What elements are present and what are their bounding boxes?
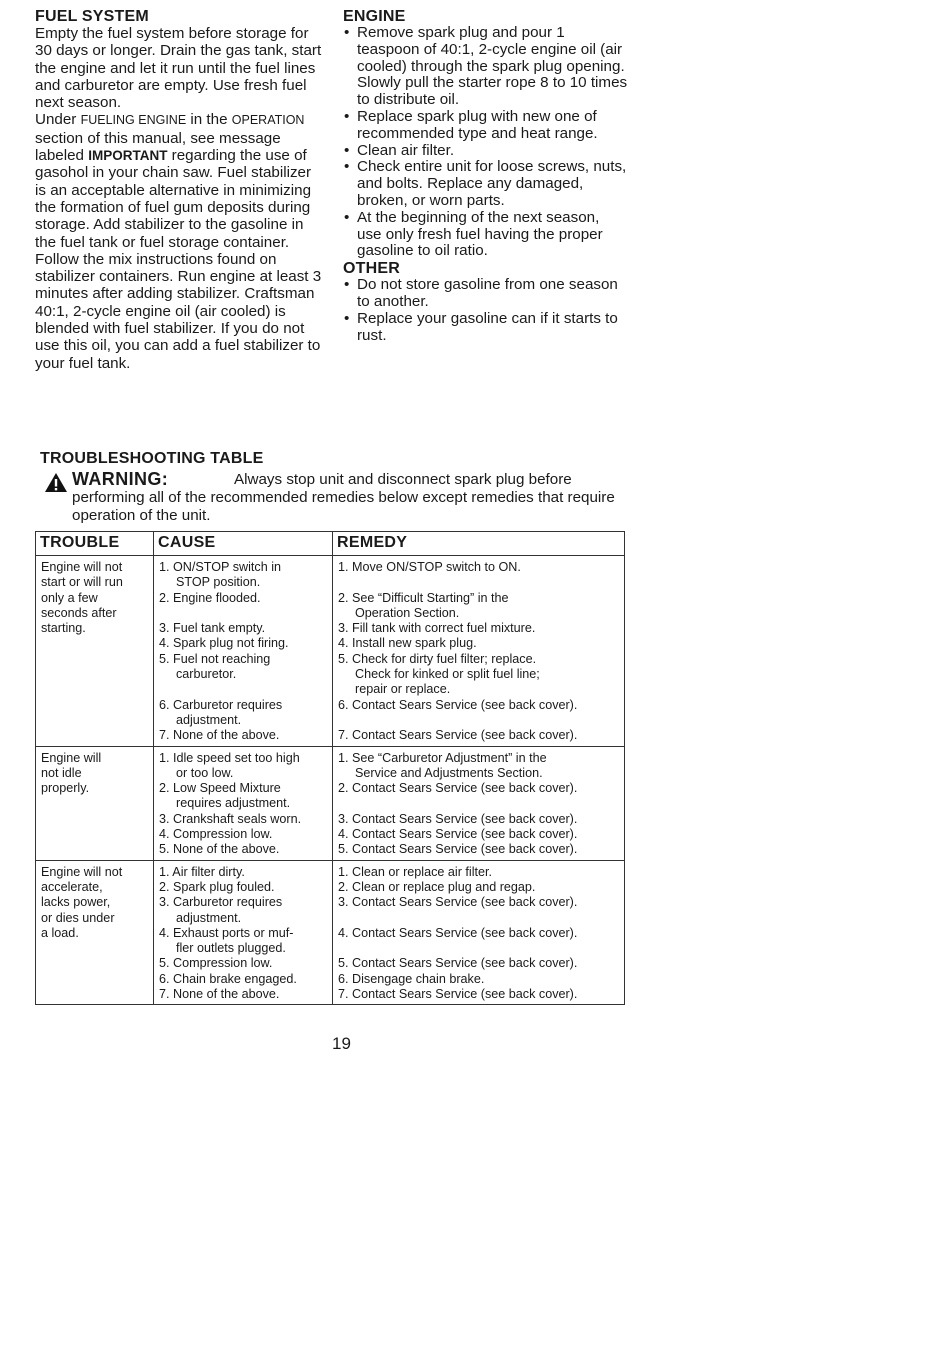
trouble-line: not idle xyxy=(41,765,82,780)
header-cause: CAUSE xyxy=(154,532,333,556)
trouble-line: starting. xyxy=(41,621,86,636)
cause-line: 3. Carburetor requires xyxy=(159,895,283,910)
cause-line: adjustment. xyxy=(176,910,242,925)
cause-line: 5. Fuel not reaching xyxy=(159,651,271,666)
para2-text-a: Under xyxy=(35,111,81,129)
remedy-line: 5. Contact Sears Service (see back cover). xyxy=(338,956,578,971)
engine-list xyxy=(343,25,628,260)
list-item-text: Replace spark plug with new one of recommended type and heat range. xyxy=(357,107,598,142)
table-row xyxy=(36,746,625,860)
cause-line: fler outlets plugged. xyxy=(176,941,286,956)
cause-line: 6. Chain brake engaged. xyxy=(159,971,297,986)
cause-line: 6. Carburetor requires xyxy=(159,697,283,712)
cause-line xyxy=(159,682,327,697)
list-item-text: At the beginning of the next season, use only fresh fuel having the proper gasoline to oil ratio. xyxy=(357,208,603,260)
remedy-line xyxy=(338,796,619,811)
header-trouble: TROUBLE xyxy=(36,532,154,556)
trouble-cell xyxy=(36,746,154,860)
remedy-line: Operation Section. xyxy=(355,605,460,620)
remedy-line: 2. Contact Sears Service (see back cover). xyxy=(338,781,578,796)
trouble-line: Engine will xyxy=(41,750,102,765)
remedy-line: 2. See “Difficult Starting” in the xyxy=(338,590,509,605)
cause-line: 7. None of the above. xyxy=(159,987,280,1002)
cause-line: adjustment. xyxy=(176,712,242,727)
remedy-line xyxy=(338,575,619,590)
bullet-icon: • xyxy=(344,158,350,176)
trouble-line: only a few xyxy=(41,590,98,605)
trouble-line: Engine will not xyxy=(41,560,123,574)
para2-text-d: regarding the use of gasohol in your chain saw. Fuel stabilizer is an acceptable alternative in minimizing the formation of fuel gum deposits during storage. Add stabilizer to the gasoline in the fuel tank or fuel storage container. xyxy=(35,147,312,251)
troubleshooting-table xyxy=(35,531,625,1005)
remedy-line: 1. See “Carburetor Adjustment” in the xyxy=(338,750,547,765)
remedy-line: Service and Adjustments Section. xyxy=(355,765,543,780)
engine-heading: ENGINE xyxy=(343,8,406,25)
remedy-cell xyxy=(333,556,625,747)
cause-line: requires adjustment. xyxy=(176,796,291,811)
bullet-icon: • xyxy=(344,24,350,41)
other-heading: OTHER xyxy=(343,260,400,278)
list-item-text: Check entire unit for loose screws, nuts, and bolts. Replace any damaged, broken, or worn parts. xyxy=(357,158,627,209)
cause-line: carburetor. xyxy=(176,667,237,682)
remedy-line: 3. Fill tank with correct fuel mixture. xyxy=(338,621,536,636)
trouble-line: properly. xyxy=(41,781,90,796)
remedy-line: 6. Contact Sears Service (see back cover). xyxy=(338,697,578,712)
cause-cell xyxy=(154,746,333,860)
remedy-line: 4. Contact Sears Service (see back cover). xyxy=(338,925,578,940)
list-item-text: Remove spark plug and pour 1 teaspoon of 40:1, 2-cycle engine oil (air cooled) through the spark plug opening. Slowly pull the starter rope 8 to 10 times to distribute oil. xyxy=(357,24,628,109)
header-remedy: REMEDY xyxy=(333,532,625,556)
table-row xyxy=(36,556,625,747)
warning-triangle-icon xyxy=(44,472,68,493)
trouble-cell xyxy=(36,860,154,1005)
page-number: 19 xyxy=(332,1034,351,1053)
cause-line: 2. Spark plug fouled. xyxy=(159,879,275,894)
remedy-line: 1. Move ON/STOP switch to ON. xyxy=(338,560,521,574)
cause-line: STOP position. xyxy=(176,575,261,590)
trouble-line: lacks power, xyxy=(41,895,111,910)
fuel-system-paragraph-1: Empty the fuel system before storage for 30 days or longer. Drain the gas tank, start the engine and let it run until the fuel lines and carburetor are empty. Use fresh fuel next season. xyxy=(35,25,322,112)
bullet-icon: • xyxy=(344,107,350,125)
remedy-line: 1. Clean or replace air filter. xyxy=(338,864,492,879)
bullet-icon: • xyxy=(344,141,350,159)
remedy-line: 4. Install new spark plug. xyxy=(338,636,477,651)
list-item-text: Replace your gasoline can if it starts to rust. xyxy=(357,309,618,344)
trouble-line: start or will run xyxy=(41,575,123,590)
cause-line: 3. Fuel tank empty. xyxy=(159,621,266,636)
cause-line: 1. Air filter dirty. xyxy=(159,864,245,879)
cause-line: 5. Compression low. xyxy=(159,956,273,971)
trouble-line: accelerate, xyxy=(41,879,103,894)
remedy-line: 3. Contact Sears Service (see back cover). xyxy=(338,811,578,826)
remedy-line: 7. Contact Sears Service (see back cover). xyxy=(338,987,578,1002)
bullet-icon: • xyxy=(344,276,350,294)
list-item xyxy=(343,311,628,345)
list-item-text: Do not store gasoline from one season to another. xyxy=(357,276,618,310)
para2-ref-fueling-engine: FUELING ENGINE xyxy=(80,113,187,128)
para2-important-label: IMPORTANT xyxy=(88,148,168,164)
other-list xyxy=(343,277,628,344)
cause-cell xyxy=(154,556,333,747)
table-row xyxy=(36,860,625,1005)
remedy-line: repair or replace. xyxy=(355,682,451,697)
bullet-icon: • xyxy=(344,208,350,226)
list-item xyxy=(343,210,628,260)
remedy-line xyxy=(338,911,619,926)
remedy-cell xyxy=(333,860,625,1005)
list-item xyxy=(343,143,628,160)
fuel-system-paragraph-2 xyxy=(35,111,325,250)
cause-line xyxy=(159,606,327,621)
cause-line: 2. Engine flooded. xyxy=(159,590,261,605)
remedy-line: 5. Contact Sears Service (see back cover). xyxy=(338,842,578,857)
remedy-line xyxy=(338,713,619,728)
cause-line: 7. None of the above. xyxy=(159,728,280,743)
trouble-line: Engine will not xyxy=(41,864,123,879)
cause-line: 4. Spark plug not firing. xyxy=(159,636,289,651)
troubleshooting-table-body xyxy=(36,556,625,1005)
warning-text: Always stop unit and disconnect spark plug before performing all of the recommended remedies below except remedies that require operation of the unit. xyxy=(72,471,615,524)
cause-line: 1. Idle speed set too high xyxy=(159,750,300,765)
remedy-line: 7. Contact Sears Service (see back cover). xyxy=(338,728,578,743)
list-item xyxy=(343,109,628,143)
remedy-line xyxy=(338,941,619,956)
cause-line: or too low. xyxy=(176,765,234,780)
remedy-line: 3. Contact Sears Service (see back cover). xyxy=(338,895,578,910)
table-header-row xyxy=(36,532,625,556)
remedy-line: 5. Check for dirty fuel filter; replace. xyxy=(338,651,537,666)
remedy-line: 6. Disengage chain brake. xyxy=(338,971,485,986)
warning-label: WARNING: xyxy=(72,469,169,489)
fuel-system-paragraph-3: Follow the mix instructions found on stabilizer containers. Run engine at least 3 minutes after adding stabilizer. Craftsman 40:1, 2-cycle engine oil (air cooled) is blended with fuel stabilizer. If you do not use this oil, you can add a fuel stabilizer to your fuel tank. xyxy=(35,250,322,372)
engine-other-section xyxy=(343,8,628,344)
cause-line: 1. ON/STOP switch in xyxy=(159,560,282,574)
remedy-line: 4. Contact Sears Service (see back cover). xyxy=(338,827,578,842)
bullet-icon: • xyxy=(344,309,350,327)
remedy-line: Check for kinked or split fuel line; xyxy=(355,667,540,682)
remedy-cell xyxy=(333,746,625,860)
cause-line: 5. None of the above. xyxy=(159,842,280,857)
remedy-line: 2. Clean or replace plug and regap. xyxy=(338,879,536,894)
para2-ref-operation: OPERATION xyxy=(231,113,305,128)
fuel-system-heading: FUEL SYSTEM xyxy=(35,8,149,25)
cause-line: 3. Crankshaft seals worn. xyxy=(159,811,302,826)
trouble-cell xyxy=(36,556,154,747)
cause-line: 4. Compression low. xyxy=(159,827,273,842)
para2-text-b: in the xyxy=(186,111,232,129)
cause-line: 2. Low Speed Mixture xyxy=(159,781,281,796)
para2-text-c: section of this manual, see message labeled xyxy=(35,129,281,165)
trouble-line: or dies under xyxy=(41,910,115,925)
list-item xyxy=(343,159,628,209)
list-item xyxy=(343,277,628,311)
list-item-text: Clean air filter. xyxy=(357,141,455,159)
trouble-line: seconds after xyxy=(41,605,117,620)
cause-line: 4. Exhaust ports or muf- xyxy=(159,925,294,940)
troubleshooting-title: TROUBLESHOOTING TABLE xyxy=(40,450,264,467)
trouble-line: a load. xyxy=(41,925,79,940)
list-item xyxy=(343,25,628,109)
cause-cell xyxy=(154,860,333,1005)
fuel-system-section xyxy=(35,8,325,372)
